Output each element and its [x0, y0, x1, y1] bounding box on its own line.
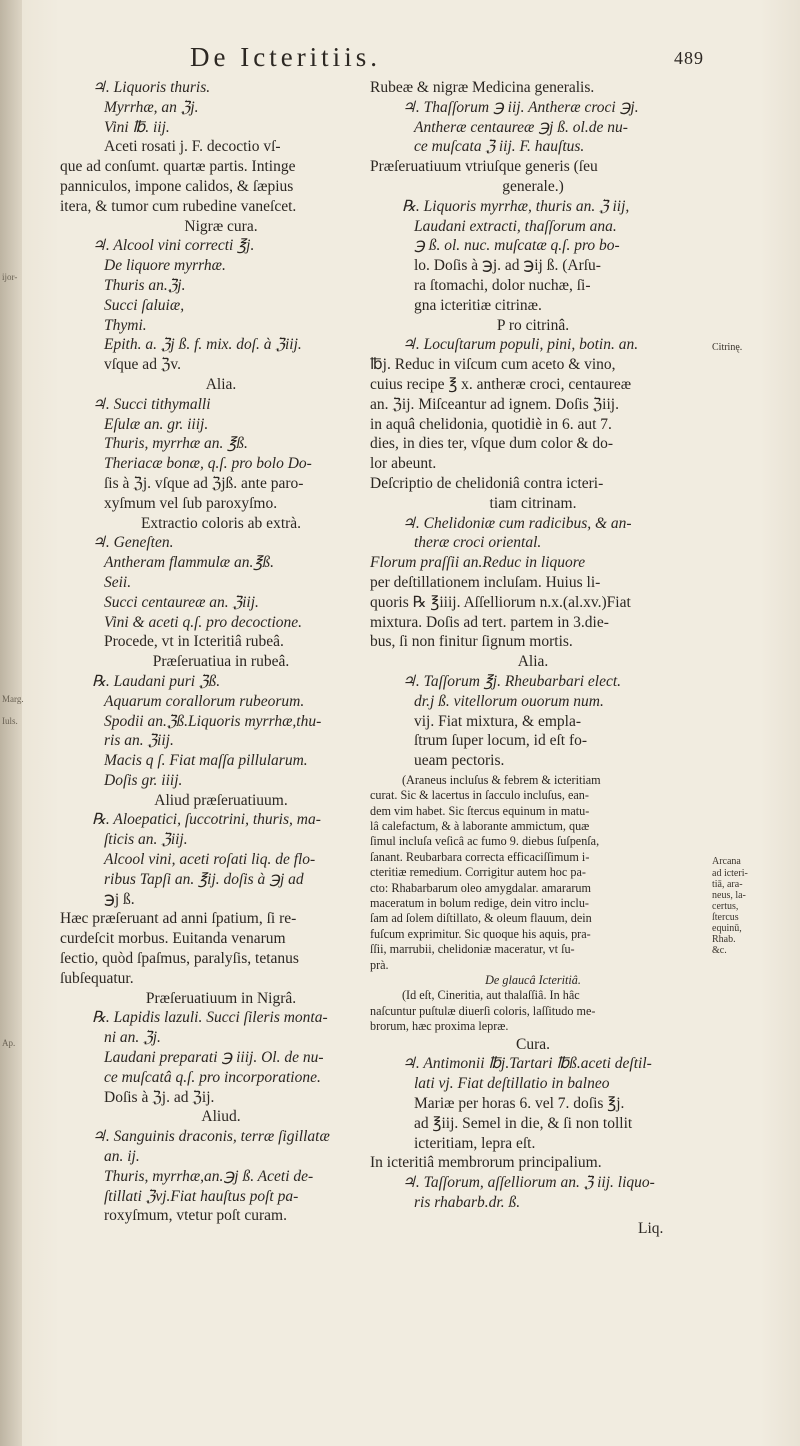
text-line: Florum praſſii an.Reduc in liquore [370, 554, 586, 572]
text-line: Aceti rosati j. F. decoctio vſ- [104, 138, 281, 156]
text-line: ♃. Taſſorum, aſſelliorum an. ℨ iij. liquo- [402, 1174, 655, 1192]
text-line: Seii. [104, 573, 132, 591]
text-line: ℞. Lapidis lazuli. Succi ſileris monta- [92, 1009, 328, 1027]
text-line: ſticis an. ℨiij. [104, 831, 188, 849]
text-line: ♃. Liquoris thuris. [92, 79, 211, 96]
text-line: ♃. Succi tithymalli [92, 395, 211, 413]
text-line: Macis q ſ. Fiat maſſa pillularum. [104, 752, 308, 770]
text-line: ♃. Thaſſorum ℈ iij. Antheræ croci ℈j. [402, 98, 639, 116]
right-column-small-text [370, 773, 696, 1035]
text-line: ni an. ℨj. [104, 1029, 161, 1047]
text-line: Thuris an.ℨj. [104, 276, 186, 294]
text-line: Mariæ per horas 6. vel 7. doſis ℥j. [414, 1094, 625, 1112]
text-line: prà. [370, 957, 389, 972]
text-line: generale.) [502, 177, 564, 195]
text-line: brorum, hæc proxima lepræ. [370, 1019, 509, 1034]
text-line: curdeſcit morbus. Euitanda venarum [60, 930, 286, 948]
text-line: ♃. Locuſtarum populi, pini, botin. an. [402, 336, 639, 354]
text-line: ℔j. Reduc in viſcum cum aceto & vino, [370, 356, 616, 374]
catchword: Liq. [638, 1219, 664, 1237]
text-line: roxyſmum, vtetur poſt curam. [104, 1207, 287, 1225]
text-line: Epith. a. ℨj ß. f. mix. doſ. à ℨiij. [104, 336, 302, 354]
text-line: ſubſequatur. [60, 969, 134, 987]
page-number: 489 [674, 48, 704, 68]
left-margin-note: Ap. [2, 1038, 16, 1048]
text-line: cto: Rhabarbarum oleo amygdalar. amararum [370, 880, 591, 895]
text-line: ris an. ℨiij. [104, 732, 174, 750]
text-line: Thuris, myrrhæ,an.℈j ß. Aceti de- [104, 1167, 314, 1185]
text-line: Doſis à ℨj. ad ℨij. [104, 1088, 215, 1106]
text-line: ſam ad ſolem diſtillato, & oleum flauum, dein [370, 911, 592, 926]
running-header [190, 42, 704, 82]
text-line: In icteritiâ membrorum principalium. [370, 1154, 602, 1172]
text-line: De glaucâ Icteritiâ. [485, 972, 581, 987]
margin-note-citrine: Citrinę. [712, 342, 743, 353]
text-line: ℞. Aloepatici, ſuccotrini, thuris, ma- [92, 811, 321, 829]
text-line: curat. Sic & lacertus in ſacculo incluſus, ean- [370, 788, 589, 803]
right-column-main [370, 78, 696, 771]
text-line: Extractio coloris ab extrà. [140, 514, 302, 532]
text-line: Aliud. [201, 1108, 241, 1126]
text-line: ſectio, quòd ſpaſmus, paralyſis, tetanus [60, 950, 299, 968]
text-line: dr.j ß. vitellorum ouorum num. [414, 692, 604, 710]
text-line: dem vim habet. Sic ſtercus equinum in matu- [370, 803, 590, 818]
text-line: fuſcum exprimitur. Sic quoque his aquis, pra- [370, 926, 591, 941]
text-line: cteritiæ remedium. Corrigitur autem hoc pa- [370, 865, 586, 880]
text-line: Nigræ cura. [184, 217, 258, 235]
text-line: que ad conſumt. quartæ partis. Intinge [60, 158, 296, 176]
text-line: Alia. [517, 653, 549, 671]
text-line: (Araneus incluſus & febrem & icteritiam [402, 772, 601, 787]
text-line: Aliud præſeruatiuum. [154, 791, 288, 809]
text-line: cuius recipe ℥ x. antheræ croci, centaureæ [370, 375, 632, 393]
text-line: ℞. Liquoris myrrhæ, thuris an. ℨ iij, [402, 197, 630, 215]
text-line: Doſis gr. iiij. [104, 771, 183, 789]
text-line: Antheram flammulæ an.℥ß. [104, 554, 274, 572]
text-line: ribus Tapſi an. ℥ij. doſis à ℈j ad [104, 870, 304, 888]
text-line: Cura. [515, 1035, 550, 1053]
text-line: Spodii an.ℨß.Liquoris myrrhæ,thu- [104, 712, 322, 730]
text-line: quoris ℞ ℥iiij. Aſſelliorum n.x.(al.xv.)Fiat [370, 593, 631, 611]
left-margin-note: Marg. [2, 694, 24, 704]
right-column [370, 78, 696, 1239]
text-line: vij. Fiat mixtura, & empla- [414, 712, 582, 730]
text-line: P ro citrinâ. [496, 316, 570, 334]
text-line: Laudani extracti, thaſſorum ana. [414, 217, 617, 235]
text-line: gna icteritiæ citrinæ. [414, 296, 542, 314]
text-line: ueam pectoris. [414, 752, 505, 770]
text-line: Hæc præſeruant ad anni ſpatium, ſi re- [60, 910, 297, 928]
margin-note-arcana: Arcana [712, 856, 741, 867]
text-line: Succi ſaluiæ, [104, 296, 185, 314]
text-line: Eſulæ an. gr. iiij. [104, 415, 209, 433]
text-line: Thymi. [104, 316, 147, 334]
text-line: theræ croci oriental. [414, 534, 542, 552]
text-line: Præſeruatiua in rubeâ. [152, 653, 290, 671]
text-line: naſcuntur puſtulæ diuerſi coloris, laſſitudo me- [370, 1003, 596, 1018]
text-line: ce muſcata ℨ iij. F. hauſtus. [414, 138, 585, 156]
text-line: ♃. Alcool vini correcti ℥j. [92, 237, 255, 255]
text-line: lâ calefactum, & à laborante ammictum, quæ [370, 819, 590, 834]
text-line: ra ſtomachi, dolor nuchæ, ſi- [414, 276, 591, 294]
text-line: itera, & tumor cum rubedine vaneſcet. [60, 197, 297, 215]
text-line: ♃. Antimonii ℔j.Tartari ℔ß.aceti deſtil- [402, 1055, 652, 1073]
text-line: ſſii, marrubii, chelidoniæ maceratur, vt ſu- [370, 942, 575, 957]
left-margin-note: Iuls. [2, 716, 18, 726]
text-line: tiam citrinam. [489, 494, 577, 512]
text-line: Vini ℔. iij. [104, 118, 170, 136]
text-line: Alia. [205, 375, 237, 393]
text-line: ♃. Taſſorum ℥j. Rheubarbari elect. [402, 672, 622, 690]
text-line: Alcool vini, aceti roſati liq. de flo- [104, 851, 316, 869]
text-line: Thuris, myrrhæ an. ℥ß. [104, 435, 248, 453]
text-line: lo. Doſis à ℈j. ad ℈ij ß. (Arſu- [414, 257, 601, 275]
text-line: bus, ſi non finitur ſignum mortis. [370, 633, 573, 651]
text-line: ſanant. Reubarbara correcta efficaciſſimum i- [370, 849, 590, 864]
text-line: xyſmum vel ſub paroxyſmo. [104, 494, 278, 512]
text-line: per deſtillationem incluſam. Huius li- [370, 573, 601, 591]
text-line: Vini & aceti q.ſ. pro decoctione. [104, 613, 303, 631]
text-line: Theriacæ bonæ, q.ſ. pro bolo Do- [104, 455, 312, 473]
text-line: Rubeæ & nigræ Medicina generalis. [370, 79, 595, 96]
text-line: Myrrhæ, an ℨj. [104, 98, 199, 116]
text-line: ♃. Geneſten. [92, 534, 174, 552]
text-line: ad ℥iij. Semel in die, & ſi non tollit [414, 1114, 633, 1132]
running-title: De Icteritiis. [190, 42, 381, 72]
text-line: ℈j ß. [104, 890, 135, 908]
text-line: in aquâ chelidonia, quotidiè in 6. aut 7. [370, 415, 612, 433]
text-line: ♃. Sanguinis draconis, terræ ſigillatæ [92, 1128, 330, 1146]
left-margin-note: ijor- [2, 272, 18, 282]
text-line: ris rhabarb.dr. ß. [414, 1193, 521, 1211]
text-line: vſque ad ℨv. [104, 356, 181, 374]
margin-note-arcana-list: ad icteri- tiā, ara- neus, la- certus, ſtercus equinū, Rhab. &c. [712, 868, 748, 956]
text-line: Præſeruatiuum in Nigrâ. [145, 989, 297, 1007]
left-column [60, 78, 382, 1226]
text-line: Deſcriptio de chelidoniâ contra icteri- [370, 474, 604, 492]
text-line: Succi centaureæ an. ℨiij. [104, 593, 259, 611]
text-line: lor abeunt. [370, 455, 437, 473]
text-line: maceratum in bolum redige, dein vitro inclu- [370, 896, 589, 911]
text-line: Præſeruatiuum vtriuſque generis (ſeu [370, 158, 598, 176]
text-line: ℈ ß. ol. nuc. muſcatæ q.ſ. pro bo- [414, 237, 620, 255]
text-line: dies, in dies ter, vſque dum color & do- [370, 435, 614, 453]
text-line: Procede, vt in Icteritiâ rubeâ. [104, 633, 284, 651]
text-line: an. ℨij. Miſceantur ad ignem. Doſis ℨiij. [370, 395, 619, 413]
text-line: ſimul incluſa veſicâ ac fumo 9. diebus ſuſpenſa, [370, 834, 600, 849]
text-line: an. ij. [104, 1148, 140, 1166]
text-line: lati vj. Fiat deſtillatio in balneo [414, 1075, 610, 1093]
text-line: Antheræ centaureæ ℈j ß. ol.de nu- [414, 118, 628, 136]
text-line: ce muſcatâ q.ſ. pro incorporatione. [104, 1068, 321, 1086]
text-line: ſtrum ſuper locum, id eſt fo- [414, 732, 588, 750]
text-line: Aquarum corallorum rubeorum. [104, 692, 305, 710]
text-line: Laudani preparati ℈ iiij. Ol. de nu- [104, 1049, 324, 1067]
text-line: mixtura. Doſis ad tert. partem in 3.die- [370, 613, 609, 631]
text-line: panniculos, impone calidos, & ſæpius [60, 177, 294, 195]
text-line: ſtillati ℨvj.Fiat hauſtus poſt pa- [104, 1187, 299, 1205]
text-line: (Id eſt, Cineritia, aut thalaſſiâ. In hâc [402, 988, 580, 1003]
text-line: ℞. Laudani puri ℨß. [92, 672, 221, 690]
text-line: De liquore myrrhæ. [104, 257, 226, 275]
text-line: ſis à ℨj. vſque ad ℨjß. ante paro- [104, 474, 304, 492]
right-column-end [370, 1035, 696, 1213]
text-line: icteritiam, lepra eſt. [414, 1134, 536, 1152]
text-line: ♃. Chelidoniæ cum radicibus, & an- [402, 514, 632, 532]
